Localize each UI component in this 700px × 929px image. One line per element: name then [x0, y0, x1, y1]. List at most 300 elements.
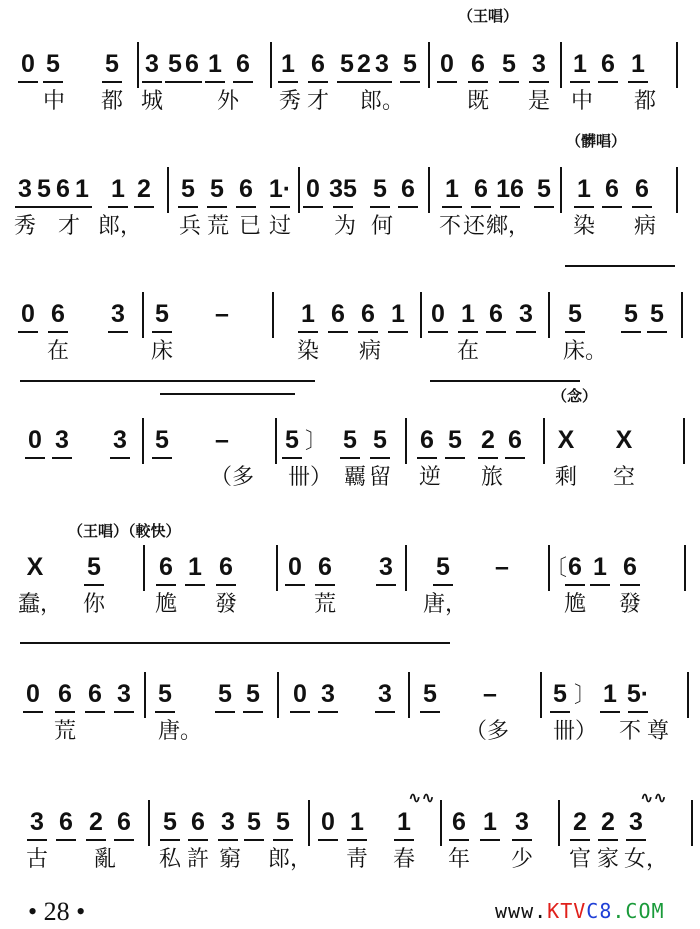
note: 6: [605, 175, 619, 203]
note: 1: [573, 50, 587, 78]
note: 6: [601, 50, 615, 78]
note: 6: [623, 553, 637, 581]
lyric-syllable: 窮: [218, 847, 242, 872]
lyric-syllable: 在: [456, 339, 480, 364]
note: 1: [397, 808, 411, 836]
watermark-c8: C8: [586, 899, 613, 923]
lyric-syllable: 秀: [278, 89, 302, 114]
beam-line: [375, 711, 395, 713]
lyric-syllable: 染: [296, 339, 320, 364]
beam-line: [85, 711, 105, 713]
lyric-syllable: 鄉，: [485, 214, 531, 239]
beam-line: [303, 206, 323, 208]
note: 3: [375, 50, 389, 78]
note: 3: [18, 175, 32, 203]
note: 2: [89, 808, 103, 836]
beam-line: [358, 331, 378, 333]
repeat-bracket: 〔: [544, 555, 568, 580]
page-number: • 28 •: [28, 897, 86, 926]
beam-line: [499, 81, 519, 83]
note: 0: [28, 426, 42, 454]
beam-line: [207, 206, 227, 208]
bar-line: [560, 167, 562, 213]
beam-line: [318, 711, 338, 713]
beam-line: [417, 457, 437, 459]
beam-line: [155, 711, 175, 713]
lyric-syllable: 中: [42, 89, 66, 114]
bar-line: [548, 292, 550, 338]
watermark-suffix: .COM: [612, 899, 665, 923]
note: 5: [373, 426, 387, 454]
beam-line: [160, 839, 180, 841]
note: 6: [420, 426, 434, 454]
beam-line: [205, 81, 225, 83]
note: 3: [113, 426, 127, 454]
beam-line: [152, 331, 172, 333]
bar-line: [540, 672, 542, 718]
bar-line: [558, 800, 560, 846]
beam-line: [278, 81, 298, 83]
note: 6: [331, 300, 345, 328]
beam-line: [34, 206, 54, 208]
bar-line: [683, 418, 685, 464]
beam-line: [340, 457, 360, 459]
lyric-syllable: 女，: [623, 847, 669, 872]
bar-line: [277, 672, 279, 718]
beam-line: [471, 206, 491, 208]
bar-line: [142, 292, 144, 338]
watermark: [495, 899, 665, 923]
note: 6: [56, 175, 70, 203]
performance-annotation: （王唱）（較快）: [68, 522, 181, 540]
lyric-syllable: 發: [214, 592, 238, 617]
note: 0: [293, 680, 307, 708]
note: 5: [276, 808, 290, 836]
note: 1: [461, 300, 475, 328]
note: 6: [191, 808, 205, 836]
note: 1: [483, 808, 497, 836]
beam-line: [600, 711, 620, 713]
note: 2: [137, 175, 151, 203]
phrase-slur: [20, 380, 315, 382]
beam-line: [236, 206, 256, 208]
beam-line: [602, 206, 622, 208]
lyric-syllable: 何: [370, 214, 394, 239]
beam-line: [233, 81, 253, 83]
lyric-syllable: 中: [570, 89, 594, 114]
beam-line: [218, 839, 238, 841]
beam-line: [347, 839, 367, 841]
beam-line: [84, 584, 104, 586]
note: 6: [474, 175, 488, 203]
beam-line: [647, 331, 667, 333]
note: 5: [105, 50, 119, 78]
beam-line: [370, 457, 390, 459]
beam-line: [590, 584, 610, 586]
note: 6: [88, 680, 102, 708]
beam-line: [270, 206, 290, 208]
phrase-slur: [20, 642, 450, 644]
lyric-syllable: 家: [596, 847, 620, 872]
lyric-syllable: 古: [25, 847, 49, 872]
lyric-syllable: 唐，: [422, 592, 468, 617]
beam-line: [52, 457, 72, 459]
bar-line: [681, 292, 683, 338]
note: 6: [635, 175, 649, 203]
note: 5: [423, 680, 437, 708]
note: 1: [445, 175, 459, 203]
note: 5: [155, 426, 169, 454]
note: 6: [58, 680, 72, 708]
bar-line: [142, 418, 144, 464]
note: 1: [391, 300, 405, 328]
lyric-syllable: 尯: [154, 592, 178, 617]
beam-line: [156, 584, 176, 586]
note: 5: [285, 426, 299, 454]
bar-line: [420, 292, 422, 338]
beam-line: [478, 457, 498, 459]
watermark-prefix: www.: [495, 899, 548, 923]
lyric-syllable: 为: [333, 214, 357, 239]
note: 0: [321, 808, 335, 836]
lyric-syllable: 郎，: [97, 214, 143, 239]
phrase-slur: [430, 380, 580, 382]
lyric-syllable: 不: [438, 214, 462, 239]
lyric-syllable: 你: [82, 592, 106, 617]
beam-line: [18, 331, 38, 333]
note: 5: [436, 553, 450, 581]
note: 3: [30, 808, 44, 836]
beam-line: [570, 81, 590, 83]
lyric-syllable: 床: [150, 339, 174, 364]
beam-line: [43, 81, 63, 83]
lyric-syllable: 靑: [345, 847, 369, 872]
beam-line: [394, 839, 414, 841]
beam-line: [621, 331, 641, 333]
bar-line: [276, 545, 278, 591]
lyric-syllable: 都: [100, 89, 124, 114]
note: 0: [306, 175, 320, 203]
note: 0: [288, 553, 302, 581]
bar-line: [144, 672, 146, 718]
lyric-syllable: 都: [633, 89, 657, 114]
bar-line: [275, 418, 277, 464]
note: 3: [55, 426, 69, 454]
beam-line: [134, 206, 154, 208]
note: 3: [321, 680, 335, 708]
note: 5: [46, 50, 60, 78]
note: –: [483, 680, 497, 708]
bar-line: [676, 167, 678, 213]
performance-annotation: （髒唱）: [566, 132, 627, 150]
note: 6: [318, 553, 332, 581]
bar-line: [308, 800, 310, 846]
bar-line: [687, 672, 689, 718]
bar-line: [167, 167, 169, 213]
note: 2: [357, 50, 371, 78]
beam-line: [108, 206, 128, 208]
beam-line: [56, 839, 76, 841]
lyric-syllable: 剩: [554, 465, 578, 490]
beam-line: [565, 584, 585, 586]
note: 3: [111, 300, 125, 328]
lyric-syllable: 是: [527, 89, 551, 114]
repeat-bracket: 〕: [304, 428, 328, 453]
beam-line: [516, 331, 536, 333]
beam-line: [433, 584, 453, 586]
note: 2: [481, 426, 495, 454]
lyric-syllable: 亂: [93, 847, 117, 872]
lyric-syllable: 过: [268, 214, 292, 239]
beam-line: [15, 206, 35, 208]
note: 5: [210, 175, 224, 203]
lyric-syllable: （多: [464, 719, 510, 744]
note: 6: [311, 50, 325, 78]
beam-line: [27, 839, 47, 841]
beam-line: [243, 711, 263, 713]
beam-line: [142, 81, 162, 83]
bar-line: [440, 800, 442, 846]
note: 0: [21, 300, 35, 328]
note: 5: [502, 50, 516, 78]
lyric-syllable: （多: [209, 465, 255, 490]
note: 6: [361, 300, 375, 328]
note: 5: [87, 553, 101, 581]
note: 1: [631, 50, 645, 78]
beam-line: [628, 81, 648, 83]
lyric-syllable: 荒: [313, 592, 337, 617]
beam-line: [178, 206, 198, 208]
beam-line: [152, 457, 172, 459]
note: 5: [168, 50, 182, 78]
beam-line: [420, 711, 440, 713]
note: 5: [163, 808, 177, 836]
lyric-syllable: 發: [618, 592, 642, 617]
note: 1: [75, 175, 89, 203]
note: 5: [247, 808, 261, 836]
bar-line: [543, 418, 545, 464]
beam-line: [290, 711, 310, 713]
bar-line: [270, 42, 272, 88]
beam-line: [534, 206, 554, 208]
note: 1: [188, 553, 202, 581]
beam-line: [632, 206, 652, 208]
bar-line: [560, 42, 562, 88]
note: 5: [448, 426, 462, 454]
beam-line: [102, 81, 122, 83]
note: 1: [281, 50, 295, 78]
beam-line: [626, 839, 646, 841]
beam-line: [620, 584, 640, 586]
note: 6: [568, 553, 582, 581]
note: 0: [21, 50, 35, 78]
bar-line: [691, 800, 693, 846]
lyric-syllable: 秀: [13, 214, 37, 239]
lyric-syllable: 染: [572, 214, 596, 239]
lyric-syllable: 还: [462, 214, 486, 239]
note: 6: [59, 808, 73, 836]
bar-line: [684, 545, 686, 591]
beam-line: [512, 839, 532, 841]
note: 3: [515, 808, 529, 836]
note: 5: [155, 300, 169, 328]
beam-line: [273, 839, 293, 841]
beam-line: [185, 584, 205, 586]
beam-line: [18, 81, 38, 83]
lyric-syllable: 空: [612, 465, 636, 490]
note: 5: [343, 426, 357, 454]
lyric-syllable: 才: [306, 89, 330, 114]
lyric-syllable: 荒: [206, 214, 230, 239]
trill-icon: ∿∿: [640, 790, 667, 807]
note: –: [215, 426, 229, 454]
note: 1: [577, 175, 591, 203]
note: 6: [51, 300, 65, 328]
note: 5: [158, 680, 172, 708]
note: 3: [145, 50, 159, 78]
beam-line: [333, 206, 353, 208]
note: 1: [208, 50, 222, 78]
beam-line: [500, 206, 520, 208]
lyric-syllable: 郎，: [267, 847, 313, 872]
beam-line: [442, 206, 462, 208]
lyric-syllable: 春: [392, 847, 416, 872]
note: 1: [350, 808, 364, 836]
beam-line: [308, 81, 328, 83]
beam-line: [23, 711, 43, 713]
beam-line: [398, 206, 418, 208]
watermark-ktv: KTV: [547, 899, 587, 923]
beam-line: [437, 81, 457, 83]
phrase-slur: [160, 393, 295, 395]
lyric-syllable: 兵: [178, 214, 202, 239]
lyric-syllable: 私: [158, 847, 182, 872]
note: 6: [159, 553, 173, 581]
note: X: [615, 426, 633, 454]
note: 16: [496, 175, 524, 203]
lyric-syllable: 覊: [343, 465, 367, 490]
beam-line: [354, 81, 374, 83]
note: 5: [553, 680, 567, 708]
bar-line: [272, 292, 274, 338]
bar-line: [428, 42, 430, 88]
bar-line: [405, 418, 407, 464]
note: 6: [471, 50, 485, 78]
note: 5·: [626, 680, 650, 708]
note: 3: [221, 808, 235, 836]
beam-line: [505, 457, 525, 459]
note: 35: [329, 175, 357, 203]
note: 5: [537, 175, 551, 203]
note: –: [495, 553, 509, 581]
beam-line: [215, 711, 235, 713]
note: –: [215, 300, 229, 328]
lyric-syllable: 逆: [418, 465, 442, 490]
bar-line: [137, 42, 139, 88]
note: 0: [440, 50, 454, 78]
bar-line: [143, 545, 145, 591]
performance-annotation: （念）: [552, 387, 598, 405]
beam-line: [216, 584, 236, 586]
lyric-syllable: 不: [618, 719, 642, 744]
beam-line: [188, 839, 208, 841]
note: 5: [568, 300, 582, 328]
note: 6: [452, 808, 466, 836]
note: 3: [378, 680, 392, 708]
beam-line: [372, 81, 392, 83]
beam-line: [376, 584, 396, 586]
beam-line: [53, 206, 73, 208]
bar-line: [408, 672, 410, 718]
beam-line: [486, 331, 506, 333]
note: 5: [246, 680, 260, 708]
bar-line: [298, 167, 300, 213]
note: 1·: [268, 175, 292, 203]
trill-icon: ∿∿: [408, 790, 435, 807]
lyric-syllable: 少: [510, 847, 534, 872]
note: 5: [218, 680, 232, 708]
beam-line: [574, 206, 594, 208]
note: 3: [117, 680, 131, 708]
beam-line: [328, 331, 348, 333]
beam-line: [370, 206, 390, 208]
beam-line: [298, 331, 318, 333]
beam-line: [570, 839, 590, 841]
beam-line: [598, 839, 618, 841]
note: 5: [373, 175, 387, 203]
beam-line: [110, 457, 130, 459]
beam-line: [428, 331, 448, 333]
beam-line: [565, 331, 585, 333]
beam-line: [445, 457, 465, 459]
lyric-syllable: 蠢，: [17, 592, 63, 617]
note: 3: [532, 50, 546, 78]
note: 3: [629, 808, 643, 836]
beam-line: [598, 81, 618, 83]
note: 5: [403, 50, 417, 78]
beam-line: [315, 584, 335, 586]
lyric-syllable: 已: [238, 214, 262, 239]
beam-line: [628, 711, 648, 713]
lyric-syllable: 病: [633, 214, 657, 239]
beam-line: [114, 711, 134, 713]
note: 6: [236, 50, 250, 78]
repeat-bracket: 〕: [573, 682, 597, 707]
note: 6: [508, 426, 522, 454]
beam-line: [318, 839, 338, 841]
beam-line: [480, 839, 500, 841]
note: X: [557, 426, 575, 454]
lyric-syllable: 郎。: [359, 89, 405, 114]
beam-line: [86, 839, 106, 841]
beam-line: [72, 206, 92, 208]
bar-line: [405, 545, 407, 591]
note: 6: [401, 175, 415, 203]
beam-line: [529, 81, 549, 83]
note: 1: [301, 300, 315, 328]
note: 5: [340, 50, 354, 78]
note: 6: [185, 50, 199, 78]
lyric-syllable: 卌）: [287, 465, 333, 490]
note: 0: [431, 300, 445, 328]
note: 6: [239, 175, 253, 203]
note: 3: [379, 553, 393, 581]
bar-line: [676, 42, 678, 88]
note: 2: [601, 808, 615, 836]
note: 2: [573, 808, 587, 836]
note: 1: [593, 553, 607, 581]
lyric-syllable: 卌）: [552, 719, 598, 744]
